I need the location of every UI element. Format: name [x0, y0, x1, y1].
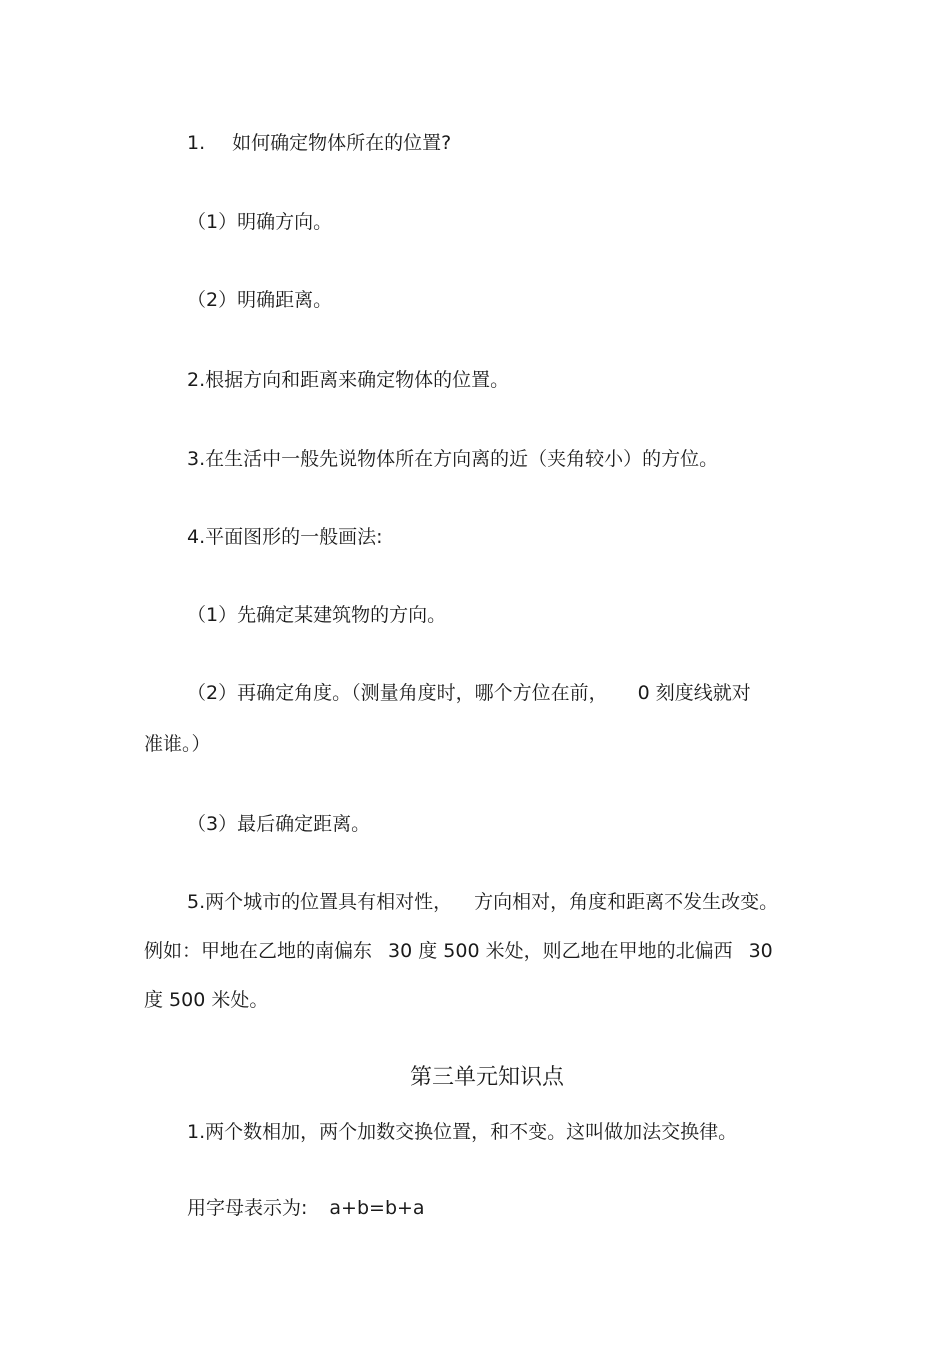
item-1-sub-1: （1）明确方向。	[187, 211, 333, 233]
item-4-sub-2-part-2: 0 刻度线就对	[637, 682, 751, 704]
item-4-sub-1: （1）先确定某建筑物的方向。	[187, 604, 447, 626]
item-1-number: 1.	[187, 132, 206, 154]
item-5-example-part-3: 30	[748, 940, 773, 962]
item-4: 4.平面图形的一般画法:	[187, 526, 383, 548]
item-5-example-part-1: 例如：甲地在乙地的南偏东	[144, 940, 373, 962]
item-3: 3.在生活中一般先说物体所在方向离的近（夹角较小）的方位。	[187, 448, 719, 470]
item-2: 2.根据方向和距离来确定物体的位置。	[187, 369, 510, 391]
item-4-sub-2-part-1: （2）再确定角度。（测量角度时，哪个方位在前，	[187, 682, 608, 704]
item-4-sub-3: （3）最后确定距离。	[187, 813, 371, 835]
item-5-part-2: 方向相对，角度和距离不发生改变。	[474, 891, 779, 913]
formula: a+b=b+a	[329, 1197, 425, 1219]
item-1-sub-2: （2）明确距离。	[187, 289, 333, 311]
item-4-sub-2-continuation: 准谁。）	[144, 733, 211, 755]
item-5-example-part-2: 30 度 500 米处，则乙地在甲地的北偏西	[388, 940, 733, 962]
item-5	[187, 890, 778, 914]
section-2-item-1: 1.两个数相加，两个加数交换位置，和不变。这叫做加法交换律。	[187, 1121, 738, 1143]
item-4-sub-2	[187, 681, 751, 705]
item-1	[187, 131, 451, 155]
formula-label: 用字母表示为:	[187, 1197, 308, 1219]
formula-line	[187, 1196, 425, 1220]
item-5-example-end: 度 500 米处。	[144, 989, 269, 1011]
item-1-question: 如何确定物体所在的位置?	[232, 132, 452, 154]
item-5-example	[144, 939, 773, 963]
item-5-part-1: 5.两个城市的位置具有相对性，	[187, 891, 453, 913]
section-heading: 第三单元知识点	[409, 1065, 564, 1090]
